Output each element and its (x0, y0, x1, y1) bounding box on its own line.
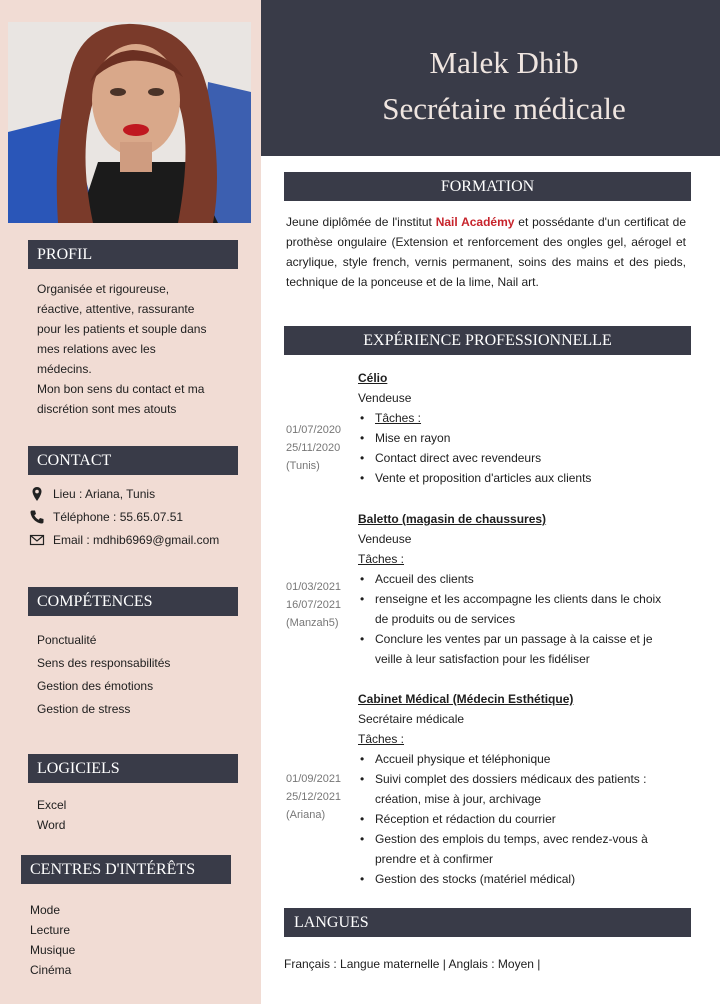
job-tasks-label: Tâches : (358, 732, 405, 746)
job-start-date: 01/09/2021 (286, 773, 342, 785)
job-entry (358, 689, 676, 889)
profil-heading: PROFIL (28, 240, 238, 269)
mail-icon (29, 532, 45, 548)
job-entry (358, 368, 676, 488)
job-task: • Gestion des emplois du temps, avec rendez-vous à prendre et à confirmer (358, 829, 676, 869)
job-task: • Conclure les ventes par un passage à la caisse et je veille à leur satisfaction pour les fidéliser (358, 629, 676, 669)
contact-lieu (29, 482, 254, 505)
logiciels-list (37, 795, 237, 835)
profil-text (37, 279, 237, 419)
job-end-date: 25/12/2021 (286, 791, 342, 803)
profil-line: médecins. (37, 362, 92, 376)
job-end-date: 25/11/2020 (286, 442, 341, 454)
job-place: (Manzah5) (286, 617, 339, 629)
job-task: • Contact direct avec revendeurs (358, 448, 676, 468)
logiciel-item: Excel (37, 798, 67, 812)
job-task: • Gestion des stocks (matériel médical) (358, 869, 676, 889)
formation-heading: FORMATION (284, 172, 691, 201)
profil-line: Mon bon sens du contact et ma (37, 382, 205, 396)
formation-school: Nail Académy (435, 215, 515, 229)
contact-telephone (29, 505, 254, 528)
job-task: • Suivi complet des dossiers médicaux des patients : création, mise à jour, archivage (358, 769, 676, 809)
job-start-date: 01/03/2021 (286, 581, 342, 593)
competence-item: Gestion des émotions (37, 679, 154, 693)
contact-heading: CONTACT (28, 446, 238, 475)
job-entry (358, 509, 676, 669)
job-company: Baletto (magasin de chaussures) (358, 512, 547, 526)
job-end-date: 16/07/2021 (286, 599, 342, 611)
job-company: Célio (358, 371, 388, 385)
interet-item: Cinéma (30, 963, 72, 977)
job-tasks (358, 569, 676, 669)
job-tasks (358, 749, 676, 889)
competences-heading: COMPÉTENCES (28, 587, 238, 616)
interets-heading: CENTRES D'INTÉRÊTS (21, 855, 231, 884)
job-dates (286, 770, 350, 824)
profil-line: mes relations avec les (37, 342, 156, 356)
logiciel-item: Word (37, 818, 66, 832)
contact-telephone-text: Téléphone : 55.65.07.51 (53, 509, 184, 524)
location-pin-icon (29, 486, 45, 502)
job-role: Vendeuse (358, 391, 412, 405)
langues-text: Français : Langue maternelle | Anglais : Moyen | (284, 957, 541, 971)
job-tasks-label: Tâches : (358, 552, 405, 566)
job-role: Secrétaire médicale (358, 712, 465, 726)
job-task: • Accueil physique et téléphonique (358, 749, 676, 769)
interet-item: Musique (30, 943, 76, 957)
contact-email (29, 528, 254, 551)
interet-item: Mode (30, 903, 61, 917)
interet-item: Lecture (30, 923, 71, 937)
job-place: (Ariana) (286, 809, 326, 821)
phone-icon (29, 509, 45, 525)
job-role: Vendeuse (358, 532, 412, 546)
competence-item: Gestion de stress (37, 702, 131, 716)
profil-line: discrétion sont mes atouts (37, 402, 177, 416)
job-task: • Réception et rédaction du courrier (358, 809, 676, 829)
experience-heading: EXPÉRIENCE PROFESSIONNELLE (284, 326, 691, 355)
contact-lieu-text: Lieu : Ariana, Tunis (53, 486, 156, 501)
person-name: Malek Dhib (429, 45, 579, 80)
job-task: • Mise en rayon (358, 428, 676, 448)
job-tasks-label-text: Tâches : (375, 411, 422, 425)
profil-line: pour les patients et souple dans (37, 322, 207, 336)
interets-list (30, 900, 230, 980)
competence-item: Ponctualité (37, 633, 97, 647)
job-task: • Vente et proposition d'articles aux clients (358, 468, 676, 488)
job-task: • Accueil des clients (358, 569, 676, 589)
job-dates (286, 578, 350, 632)
langues-heading: LANGUES (284, 908, 691, 937)
contact-email-text[interactable]: Email : mdhib6969@gmail.com (53, 532, 220, 547)
profil-line: Organisée et rigoureuse, (37, 282, 170, 296)
formation-text (286, 212, 686, 292)
formation-text-start: Jeune diplômée de l'institut (286, 215, 436, 229)
logiciels-heading: LOGICIELS (28, 754, 238, 783)
job-dates (286, 421, 350, 475)
contact-list (29, 482, 254, 551)
profil-line: réactive, attentive, rassurante (37, 302, 195, 316)
formation-text-end: et possédante d'un certificat de prothèse ongulaire (Extension et renforcement des ongles gel, aérogel et acrylique, style french, vernis permanent, soins des mains et des pieds, technique de la ponceuse et de la lime, Nail art. (286, 215, 687, 289)
competence-item: Sens des responsabilités (37, 656, 171, 670)
job-tasks-label (358, 408, 676, 428)
profile-photo (8, 22, 251, 223)
job-company: Cabinet Médical (Médecin Esthétique) (358, 692, 574, 706)
person-title: Secrétaire médicale (382, 91, 626, 126)
job-tasks (358, 428, 676, 488)
job-start-date: 01/07/2020 (286, 424, 342, 436)
job-place: (Tunis) (286, 460, 320, 472)
job-task: • renseigne et les accompagne les clients dans le choix de produits ou de services (358, 589, 676, 629)
competences-list (37, 629, 237, 721)
